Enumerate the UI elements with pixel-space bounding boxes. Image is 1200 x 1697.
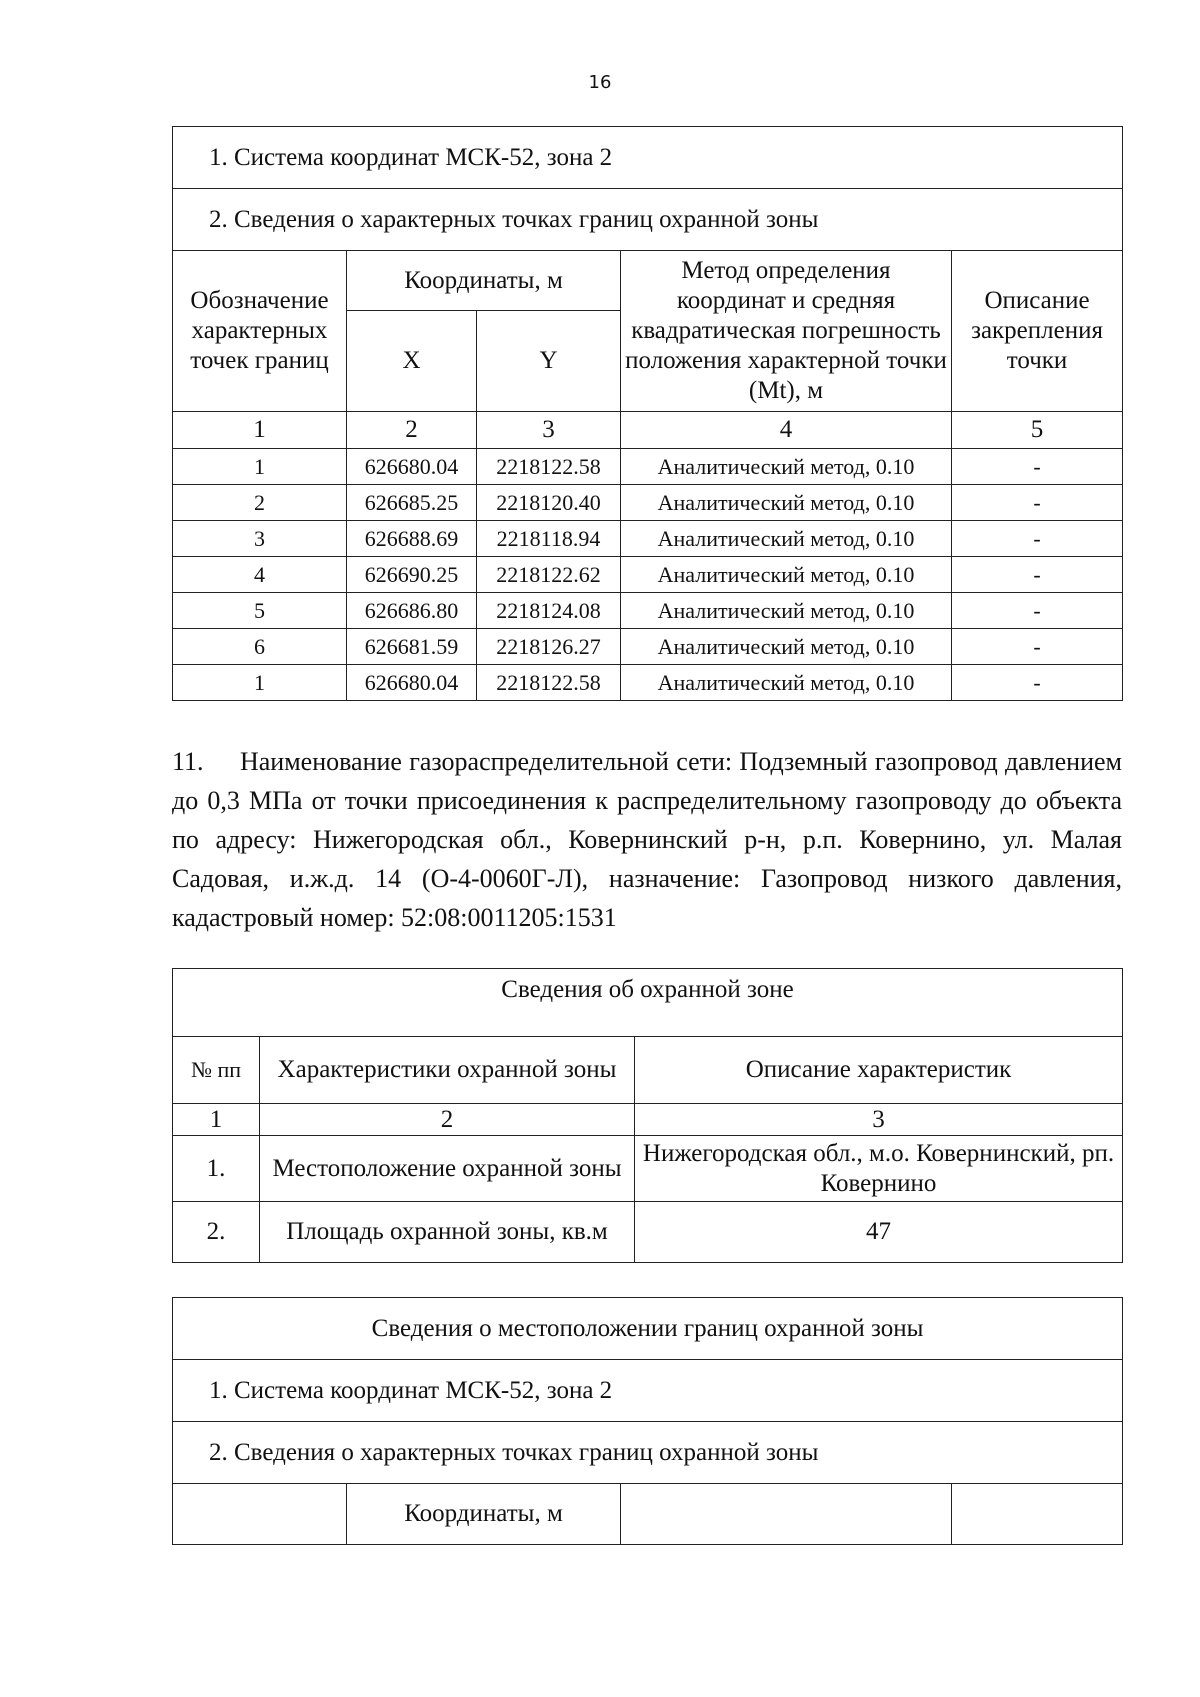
point-id: 1	[173, 665, 347, 701]
points-title: 2. Сведения о характерных точках границ охранной зоны	[173, 1422, 1123, 1484]
y-value: 2218120.40	[477, 485, 621, 521]
column-numbers-row	[173, 412, 1123, 449]
method-value: Аналитический метод, 0.10	[621, 629, 952, 665]
coordinate-system-row	[173, 127, 1123, 189]
method-value: Аналитический метод, 0.10	[621, 665, 952, 701]
table-row	[173, 449, 1123, 485]
fixing-header: Описание закрепления точки	[952, 251, 1123, 412]
point-id: 3	[173, 521, 347, 557]
row-number: 2.	[173, 1202, 260, 1263]
x-value: 626681.59	[347, 629, 477, 665]
column-number: 2	[260, 1104, 635, 1136]
description-value: 47	[635, 1202, 1123, 1263]
network-description-text: 11. Наименование газораспределительной сети: Подземный газопровод давлением до 0,3 МПа от точки присоединения к распределительному газопроводу до объекта по адресу: Нижегородская обл., Ковернинский р-н, р.п. Ковернино, ул. Малая Садовая, и.ж.д. 14 (О-4-0060Г-Л), назначение: Газопровод низкого давления, кадастровый номер: 52:08:0011205:1531	[172, 747, 1122, 932]
boundaries-title-row	[173, 1298, 1123, 1360]
table-row	[173, 593, 1123, 629]
column-number: 1	[173, 412, 347, 449]
point-id: 2	[173, 485, 347, 521]
point-id: 6	[173, 629, 347, 665]
zone-header-row	[173, 1037, 1123, 1104]
fixing-value: -	[952, 521, 1123, 557]
designation-header-empty	[173, 1484, 347, 1545]
characteristic-header: Характеристики охранной зоны	[260, 1037, 635, 1104]
description-header: Описание характеристик	[635, 1037, 1123, 1104]
column-number: 4	[621, 412, 952, 449]
x-value: 626680.04	[347, 449, 477, 485]
y-value: 2218122.62	[477, 557, 621, 593]
y-value: 2218122.58	[477, 449, 621, 485]
x-value: 626690.25	[347, 557, 477, 593]
x-value: 626685.25	[347, 485, 477, 521]
fixing-value: -	[952, 485, 1123, 521]
description-value: Нижегородская обл., м.о. Ковернинский, рп. Ковернино	[635, 1136, 1123, 1202]
y-header: Y	[477, 311, 621, 412]
zone-column-numbers-row	[173, 1104, 1123, 1136]
y-value: 2218118.94	[477, 521, 621, 557]
coordinate-system: 1. Система координат МСК-52, зона 2	[173, 1360, 1123, 1422]
method-header: Метод определения координат и средняя квадратическая погрешность положения характерной точки (Mt), м	[621, 251, 952, 412]
points-title-row	[173, 1422, 1123, 1484]
y-value: 2218126.27	[477, 629, 621, 665]
table-row	[173, 557, 1123, 593]
method-value: Аналитический метод, 0.10	[621, 557, 952, 593]
x-value: 626686.80	[347, 593, 477, 629]
points-title: 2. Сведения о характерных точках границ охранной зоны	[173, 189, 1123, 251]
table-row	[173, 521, 1123, 557]
boundaries-title: Сведения о местоположении границ охранной зоны	[173, 1298, 1123, 1360]
column-number: 3	[635, 1104, 1123, 1136]
method-value: Аналитический метод, 0.10	[621, 521, 952, 557]
designation-header: Обозначение характерных точек границ	[173, 251, 347, 412]
y-value: 2218124.08	[477, 593, 621, 629]
point-id: 4	[173, 557, 347, 593]
method-value: Аналитический метод, 0.10	[621, 593, 952, 629]
y-value: 2218122.58	[477, 665, 621, 701]
characteristic-value: Местоположение охранной зоны	[260, 1136, 635, 1202]
column-number: 3	[477, 412, 621, 449]
num-header: № пп	[173, 1037, 260, 1104]
coordinate-system-row	[173, 1360, 1123, 1422]
row-number: 1.	[173, 1136, 260, 1202]
coordinates-header: Координаты, м	[347, 1484, 621, 1545]
fixing-header-empty	[952, 1484, 1123, 1545]
zone-table-title: Сведения об охранной зоне	[173, 969, 1123, 1037]
fixing-value: -	[952, 665, 1123, 701]
coordinates-header: Координаты, м	[347, 251, 621, 311]
points-title-row	[173, 189, 1123, 251]
coordinates-table	[172, 126, 1123, 701]
method-value: Аналитический метод, 0.10	[621, 449, 952, 485]
x-value: 626680.04	[347, 665, 477, 701]
column-number: 5	[952, 412, 1123, 449]
table-row	[173, 665, 1123, 701]
x-value: 626688.69	[347, 521, 477, 557]
fixing-value: -	[952, 593, 1123, 629]
method-header-empty	[621, 1484, 952, 1545]
coordinate-system: 1. Система координат МСК-52, зона 2	[173, 127, 1123, 189]
table-header-row	[173, 1484, 1123, 1545]
column-number: 1	[173, 1104, 260, 1136]
zone-boundaries-table	[172, 1297, 1123, 1545]
point-id: 1	[173, 449, 347, 485]
method-value: Аналитический метод, 0.10	[621, 485, 952, 521]
protection-zone-table	[172, 968, 1123, 1263]
table-row	[173, 629, 1123, 665]
table-row	[173, 1136, 1123, 1202]
network-description-paragraph	[172, 742, 1122, 937]
characteristic-value: Площадь охранной зоны, кв.м	[260, 1202, 635, 1263]
x-header: X	[347, 311, 477, 412]
fixing-value: -	[952, 629, 1123, 665]
table-header-row	[173, 251, 1123, 311]
zone-title-row	[173, 969, 1123, 1037]
table-row	[173, 1202, 1123, 1263]
table-row	[173, 485, 1123, 521]
page-number: 16	[588, 72, 612, 93]
point-id: 5	[173, 593, 347, 629]
fixing-value: -	[952, 449, 1123, 485]
column-number: 2	[347, 412, 477, 449]
fixing-value: -	[952, 557, 1123, 593]
